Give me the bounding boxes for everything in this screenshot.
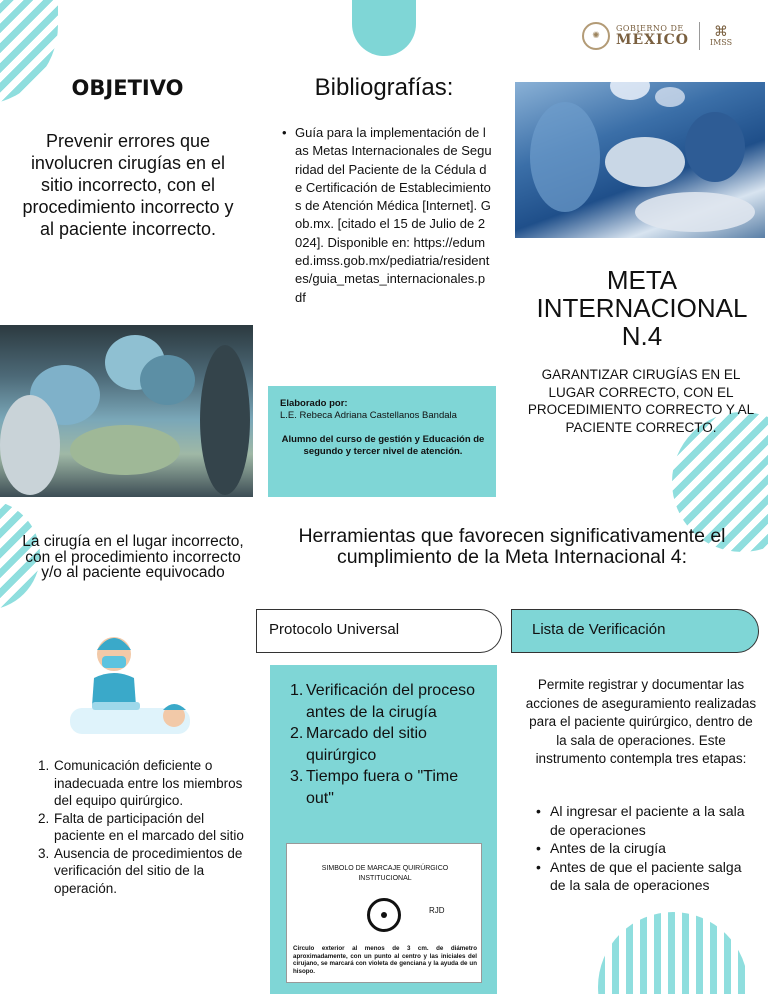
cause-item: 2. Falta de participación del paciente en el marcado del sitio — [38, 810, 244, 843]
bullet-icon: • — [282, 125, 287, 140]
gob-line1: GOBIERNO DE — [616, 24, 684, 33]
tab-lista-verificacion: Lista de Verificación — [511, 609, 759, 653]
marcaje-card — [286, 843, 482, 983]
decor-top-tab — [352, 0, 416, 56]
imss-logo — [710, 25, 732, 47]
etapa-item: • Al ingresar el paciente a la sala de operaciones — [536, 803, 745, 838]
gob-line2: MÉXICO — [616, 32, 689, 48]
cause-item: 1. Comunicación deficiente o inadecuada entre los miembros del equipo quirúrgico. — [38, 758, 243, 808]
imss-emblem-icon: ⌘ — [714, 24, 728, 40]
elaborado-note: Alumno del curso de gestión y Educación de segundo y tercer nivel de atención. — [281, 434, 485, 457]
causes-list — [38, 757, 248, 897]
objetivo-heading: OBJETIVO — [71, 76, 184, 100]
objetivo-text: Prevenir errores que involucren cirugías en el sitio incorrecto, con el procedimiento incorrecto y al paciente incorrecto. — [22, 131, 234, 239]
herramientas-heading: Herramientas que favorecen significativamente el cumplimiento de la Meta Internacional 4: — [298, 525, 726, 568]
decor-stripes-bottom-right — [598, 912, 748, 994]
surgeon-patient-illustration — [62, 628, 202, 738]
surgery-photo-left — [0, 325, 253, 497]
meta-title: META INTERNACIONAL N.4 — [536, 265, 748, 351]
lista-etapas — [536, 802, 752, 895]
logo-divider — [699, 22, 700, 50]
elaborado-name: L.E. Rebeca Adriana Castellanos Bandala — [280, 410, 457, 421]
marcaje-symbol-icon — [367, 898, 401, 932]
marcaje-title: SIMBOLO DE MARCAJE QUIRÚRGICO INSTITUCIONAL — [321, 865, 449, 882]
etapa-item: • Antes de la cirugía — [536, 840, 666, 856]
lista-description: Permite registrar y documentar las acciones de aseguramiento realizadas para el paciente quirúrgico, dentro de la sala de operaciones. Este instrumento contempla tres etapas: — [525, 677, 757, 766]
bibliografia-item: Guía para la implementación de las Metas Internacionales de Seguridad del Paciente de la Cédula de Certificación de Establecimientos de Atención Médica [Internet]. Gob.mx. [citado el 15 de Julio de 2024]. Disponible en: https://edumed.imss.gob.mx/pediatria/residentes/guia_metas_internacionales.pdf — [295, 125, 492, 305]
elaborado-box — [268, 386, 496, 497]
etapa-item: • Antes de que el paciente salga de la sala de operaciones — [536, 858, 742, 893]
marcaje-description: Circulo exterior al menos de 3 cm. de diámetro aproximadamente, con un punto al centro y las iniciales del cirujano, se marcará con violeta de genciana y la ayuda de un hisopo. — [293, 945, 477, 975]
elaborado-label: Elaborado por: — [280, 398, 348, 409]
gobierno-logo — [582, 22, 732, 50]
protocolo-steps — [290, 680, 490, 809]
bibliografias-heading: Bibliografías: — [314, 74, 454, 101]
cirugia-heading: La cirugía en el lugar incorrecto, con el procedimiento incorrecto y/o al paciente equivocado — [22, 533, 244, 581]
meta-subtitle: GARANTIZAR CIRUGÍAS EN EL LUGAR CORRECTO, CON EL PROCEDIMIENTO CORRECTO Y AL PACIENTE CORRECTO. — [527, 367, 755, 435]
imss-label: IMSS — [709, 38, 733, 47]
protocolo-step: 2. Marcado del sitio quirúrgico — [290, 725, 427, 764]
protocolo-step: 3. Tiempo fuera o "Time out" — [290, 768, 459, 807]
marcaje-initials: RJD — [429, 906, 445, 915]
tab-protocolo-universal: Protocolo Universal — [256, 609, 502, 653]
bibliografias-list — [282, 124, 492, 307]
seal-icon: ✺ — [582, 22, 610, 50]
cause-item: 3. Ausencia de procedimientos de verificación del sitio de la operación. — [38, 845, 243, 896]
surgery-photo-top — [515, 82, 765, 238]
protocolo-step: 1. Verificación del proceso antes de la cirugía — [290, 682, 475, 721]
